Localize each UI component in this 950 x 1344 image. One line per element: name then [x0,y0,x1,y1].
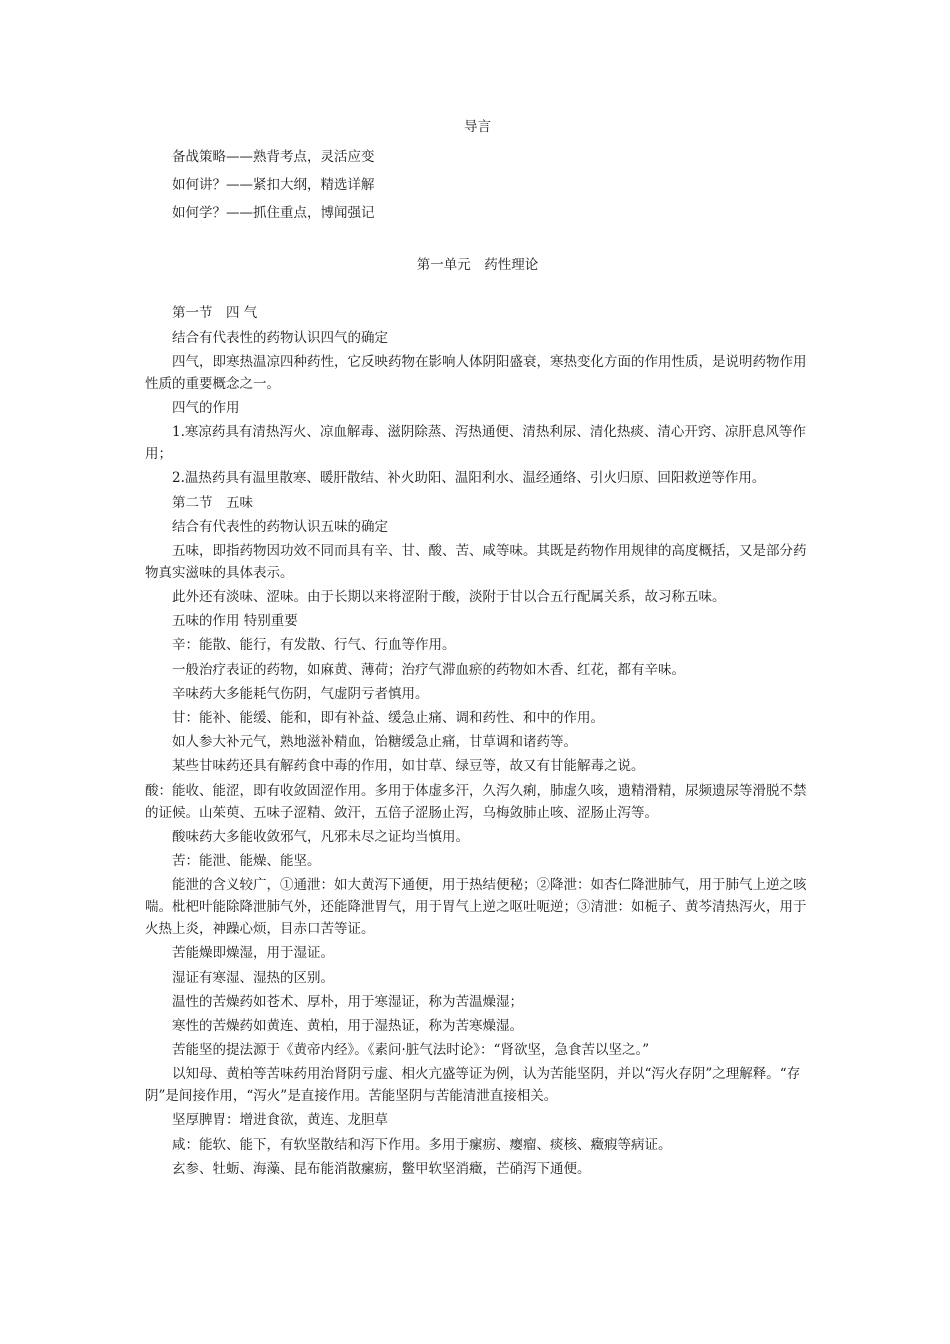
paragraph: 坚厚脾胃：增进食欲，黄连、龙胆草 [172,1112,388,1129]
paragraph: 1.寒凉药具有清热泻火、凉血解毒、滋阴除蒸、泻热通便、清热利尿、清化热痰、清心开窍、凉肝息风等作用； [145,424,806,463]
paragraph: 苦能燥即燥湿，用于湿证。 [172,945,334,962]
paragraph: 2.温热药具有温里散寒、暖肝散结、补火助阳、温阳利水、温经通络、引火归原、回阳救逆等作用。 [172,470,766,487]
paragraph: 温性的苦燥药如苍术、厚朴，用于寒湿证，称为苦温燥湿； [172,993,523,1010]
paragraph: 寒性的苦燥药如黄连、黄柏，用于湿热证，称为苦寒燥湿。 [172,1017,523,1034]
paragraph: 湿证有寒湿、湿热的区别。 [172,969,334,986]
paragraph: 一般治疗表证的药物，如麻黄、薄荷；治疗气滞血瘀的药物如木香、红花，都有辛味。 [172,661,685,678]
paragraph: 某些甘味药还具有解药食中毒的作用，如甘草、绿豆等，故又有甘能解毒之说。 [172,758,645,775]
intro-line: 如何讲？——紧扣大纲，精选详解 [172,177,375,194]
paragraph: 五味，即指药物因功效不同而具有辛、甘、酸、苦、咸等味。其既是药物作用规律的高度概括，又是部分药物真实滋味的具体表示。 [145,542,807,581]
subheading: 结合有代表性的药物认识四气的确定 [172,329,388,346]
paragraph: 酸味药大多能收敛邪气，凡邪未尽之证均当慎用。 [172,828,469,845]
paragraph: 以知母、黄柏等苦味药用治肾阴亏虚、相火亢盛等证为例，认为苦能坚阴，并以“泻火存阴”之理解释。“存阴”是间接作用，“泻火”是直接作用。苦能坚阴与苦能清泄直接相关。 [145,1066,801,1105]
paragraph: 甘：能补、能缓、能和，即有补益、缓急止痛、调和药性、和中的作用。 [172,710,604,726]
section-heading: 第二节 五味 [172,494,253,511]
subheading: 结合有代表性的药物认识五味的确定 [172,518,388,535]
paragraph: 酸：能收、能涩，即有收敛固涩作用。多用于体虚多汗，久泻久痢，肺虚久咳，遗精滑精，尿频遗尿等滑脱不禁的证候。山茱萸、五味子涩精、敛汗，五倍子涩肠止泻，乌梅敛肺止咳、涩肠止泻等。 [145,782,807,821]
section-heading: 第一节 四 气 [172,305,258,322]
intro-line: 备战策略——熟背考点，灵活应变 [172,149,375,165]
subheading: 四气的作用 [172,399,240,416]
paragraph: 玄参、牡蛎、海藻、昆布能消散瘰疬，鳖甲软坚消癥，芒硝泻下通便。 [172,1160,591,1177]
paragraph: 如人参大补元气，熟地滋补精血，饴糖缓急止痛，甘草调和诸药等。 [172,734,577,751]
paragraph: 辛：能散、能行，有发散、行气、行血等作用。 [172,637,456,654]
paragraph: 苦：能泄、能燥、能坚。 [172,852,321,869]
paragraph: 咸：能软、能下，有软坚散结和泻下作用。多用于瘰疬、瘿瘤、痰核、癥瘕等病证。 [172,1136,672,1153]
document-page [145,116,810,1182]
paragraph: 能泄的含义较广，①通泄：如大黄泻下通便，用于热结便秘；②降泄：如杏仁降泄肺气，用于肺气上逆之咳喘。枇杷叶能除降泄肺气外，还能降泄胃气，用于胃气上逆之呕吐呃逆；③清泄：如栀子、黄芩清热泻火，用于火热上炎，神躁心烦，目赤口苦等证。 [145,877,807,938]
paragraph: 四气，即寒热温凉四种药性，它反映药物在影响人体阴阳盛衰，寒热变化方面的作用性质，是说明药物作用性质的重要概念之一。 [145,353,807,392]
paragraph: 苦能坚的提法源于《黄帝内经》。《素问·脏气法时论》：“肾欲坚，急食苦以坚之。” [172,1042,650,1059]
subheading: 五味的作用 特别重要 [172,613,298,630]
intro-title: 导言 [464,119,491,135]
intro-line: 如何学？——抓住重点，博闻强记 [172,205,375,222]
unit-title: 第一单元 药性理论 [416,257,539,274]
paragraph: 此外还有淡味、涩味。由于长期以来将涩附于酸，淡附于甘以合五行配属关系，故习称五味。 [172,589,726,606]
paragraph: 辛味药大多能耗气伤阴，气虚阴亏者慎用。 [172,685,429,702]
